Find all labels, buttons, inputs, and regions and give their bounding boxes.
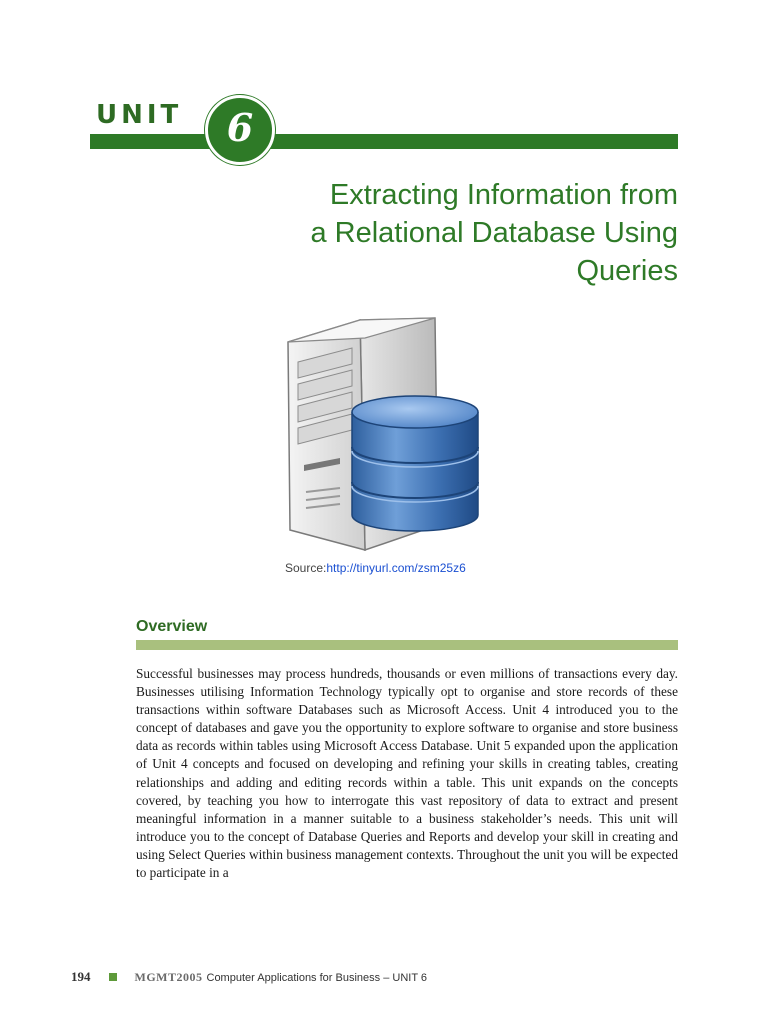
footer-square-icon <box>109 973 117 981</box>
source-link[interactable]: http://tinyurl.com/zsm25z6 <box>326 561 466 575</box>
page-number: 194 <box>71 969 91 984</box>
source-label: Source: <box>285 561 327 575</box>
unit-number: 6 <box>226 105 254 150</box>
overview-paragraph: Successful businesses may process hundreds, thousands or even millions of transactions every day. Businesses utilising Information Technology typically opt to organise and store records of these transactions within software Databases such as Microsoft Access. Unit 4 introduced you to the concept of databases and gave you the opportunity to explore software to organise and store business data as records within tables using Microsoft Access Database. Unit 5 expanded upon the application of Unit 4 concepts and focused on developing and refining your skills in creating tables, creating relationships and adding and editing records within a table. This unit expands on the concepts covered, by teaching you how to interrogate this vast repository of data to extract and present meaningful information in a manner suitable to a business stakeholder’s needs. This unit will introduce you to the concept of Database Queries and Reports and develop your skill in creating and using Select Queries within business management contexts. Throughout the unit you will be expected to participate in a <box>136 666 678 881</box>
image-source <box>285 561 466 575</box>
unit-number-badge <box>205 95 275 165</box>
unit-label: UNIT <box>96 100 183 130</box>
title-line-1: Extracting Information from <box>329 179 678 211</box>
title-line-2: a Relational Database Using <box>310 217 678 249</box>
course-code: MGMT2005 <box>134 970 203 984</box>
overview-heading: Overview <box>136 618 208 635</box>
database-server-illustration <box>270 300 500 565</box>
unit-bar-right <box>262 134 678 149</box>
unit-bar-left <box>90 134 212 149</box>
page-title <box>258 176 678 290</box>
title-line-3: Queries <box>576 255 678 287</box>
course-title: Computer Applications for Business – UNIT 6 <box>206 972 428 984</box>
database-cylinder-icon <box>352 396 478 531</box>
page-footer <box>71 969 427 985</box>
overview-divider <box>136 640 678 650</box>
